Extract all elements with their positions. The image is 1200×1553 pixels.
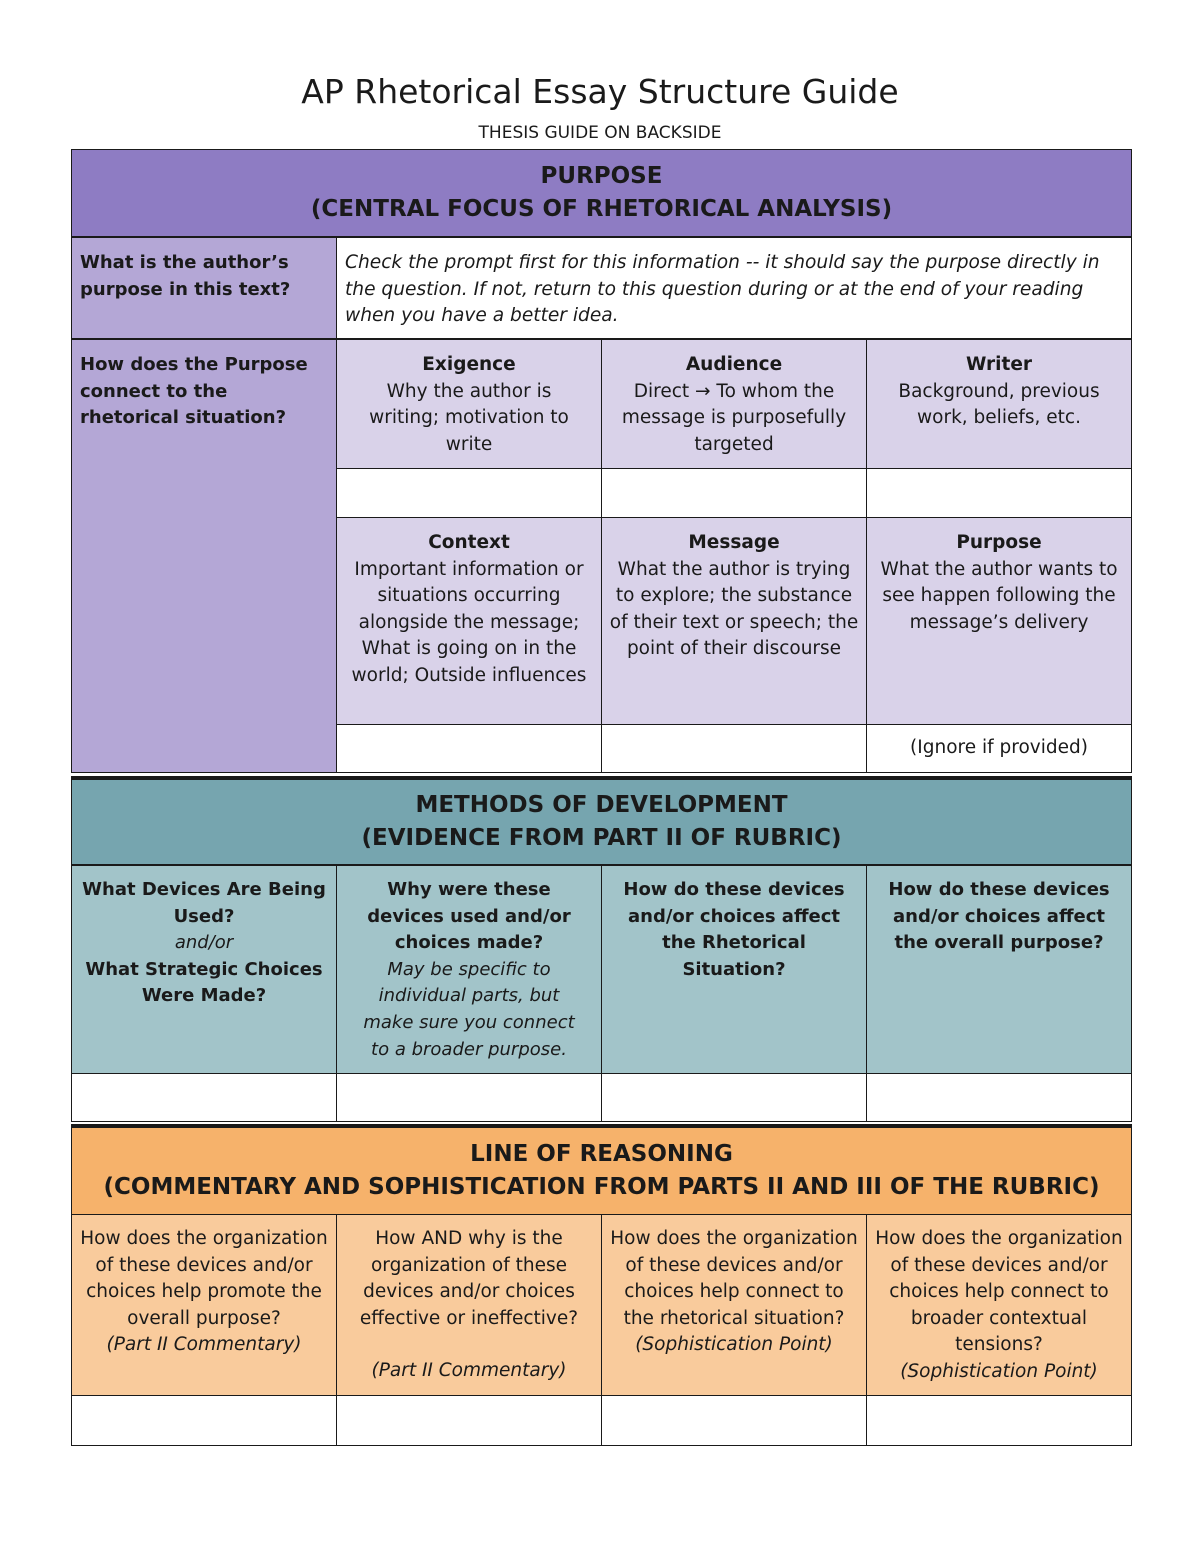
- devices-affect-purpose-cell: [866, 865, 1132, 1074]
- devices-and-or: and/or: [174, 932, 234, 954]
- context-desc: Important information or situations occurring alongside the message; What is going on in the world; Outside influences: [351, 558, 587, 686]
- devices-used-answer-field[interactable]: [71, 1073, 337, 1122]
- author-purpose-answer: [336, 237, 1132, 339]
- methods-header: [71, 776, 1132, 865]
- purpose-title: Purpose: [956, 532, 1042, 553]
- why-devices-note: May be specific to individual parts, but make sure you connect to a broader purpose.: [363, 958, 575, 1060]
- context-cell: [336, 517, 602, 725]
- message-cell: [601, 517, 867, 725]
- organization-promote-note: (Part II Commentary): [106, 1334, 302, 1356]
- audience-desc: Direct → To whom the message is purposefully targeted: [621, 380, 847, 455]
- exigence-answer-field[interactable]: [336, 468, 602, 518]
- purpose-header: [71, 149, 1132, 237]
- organization-promote-question: How does the organization of these devices and/or choices help promote the overall purpose?: [80, 1228, 328, 1329]
- context-answer-field[interactable]: [336, 724, 602, 773]
- devices-used-cell: [71, 865, 337, 1074]
- organization-tensions-question: How does the organization of these devices and/or choices help connect to broader contextual tensions?: [875, 1228, 1123, 1356]
- organization-effective-cell: [336, 1214, 602, 1396]
- rhetorical-situation-question-text: How does the Purpose connect to the rhetorical situation?: [80, 354, 308, 429]
- why-devices-answer-field[interactable]: [336, 1073, 602, 1122]
- strategic-choices-question: What Strategic Choices Were Made?: [85, 958, 323, 1007]
- organization-tensions-answer-field[interactable]: [866, 1395, 1132, 1446]
- devices-affect-situation-question: How do these devices and/or choices affect the Rhetorical Situation?: [623, 879, 845, 980]
- purpose-desc: What the author wants to see happen following the message’s delivery: [880, 558, 1118, 633]
- writer-cell: [866, 339, 1132, 469]
- audience-title: Audience: [685, 354, 783, 375]
- organization-effective-answer-field[interactable]: [336, 1395, 602, 1446]
- message-answer-field[interactable]: [601, 724, 867, 773]
- exigence-desc: Why the author is writing; motivation to write: [369, 380, 569, 455]
- reasoning-header: [71, 1124, 1132, 1215]
- rhetorical-situation-question: [71, 339, 337, 773]
- organization-situation-question: How does the organization of these devices and/or choices help connect to the rhetorical situation?: [610, 1228, 858, 1329]
- ignore-note: (Ignore if provided): [910, 737, 1088, 758]
- organization-situation-cell: [601, 1214, 867, 1396]
- page-title: AP Rhetorical Essay Structure Guide: [301, 72, 899, 111]
- author-purpose-answer-text: Check the prompt first for this information -- it should say the purpose directly in the question. If not, return to this question during or at the end of your reading when you have a better idea.: [345, 252, 1100, 326]
- page-subtitle: THESIS GUIDE ON BACKSIDE: [478, 123, 722, 143]
- why-devices-question: Why were these devices used and/or choices made?: [367, 879, 571, 954]
- methods-header-subtitle: (EVIDENCE FROM PART II OF RUBRIC): [361, 825, 842, 851]
- devices-affect-situation-cell: [601, 865, 867, 1074]
- exigence-title: Exigence: [422, 354, 516, 375]
- organization-tensions-note: (Sophistication Point): [900, 1360, 1098, 1382]
- purpose-header-subtitle: (CENTRAL FOCUS OF RHETORICAL ANALYSIS): [310, 196, 893, 222]
- author-purpose-question-text: What is the author’s purpose in this text?: [80, 252, 291, 300]
- organization-promote-cell: [71, 1214, 337, 1396]
- reasoning-header-title: LINE OF REASONING: [470, 1141, 733, 1167]
- writer-desc: Background, previous work, beliefs, etc.: [898, 380, 1100, 429]
- devices-affect-purpose-answer-field[interactable]: [866, 1073, 1132, 1122]
- organization-tensions-cell: [866, 1214, 1132, 1396]
- organization-situation-answer-field[interactable]: [601, 1395, 867, 1446]
- reasoning-header-subtitle: (COMMENTARY AND SOPHISTICATION FROM PARTS II AND III OF THE RUBRIC): [103, 1174, 1100, 1200]
- devices-used-question: What Devices Are Being Used?: [82, 879, 326, 927]
- writer-title: Writer: [965, 354, 1033, 375]
- methods-header-title: METHODS OF DEVELOPMENT: [415, 792, 788, 818]
- audience-cell: [601, 339, 867, 469]
- context-title: Context: [428, 532, 510, 553]
- purpose-header-title: PURPOSE: [540, 163, 663, 189]
- purpose-answer-field[interactable]: [866, 724, 1132, 773]
- purpose-cell: [866, 517, 1132, 725]
- why-devices-cell: [336, 865, 602, 1074]
- audience-answer-field[interactable]: [601, 468, 867, 518]
- organization-effective-question: How AND why is the organization of these devices and/or choices effective or ineffective?: [359, 1228, 579, 1329]
- organization-effective-note: (Part II Commentary): [371, 1360, 567, 1382]
- devices-affect-situation-answer-field[interactable]: [601, 1073, 867, 1122]
- devices-affect-purpose-question: How do these devices and/or choices affect the overall purpose?: [888, 879, 1110, 954]
- organization-promote-answer-field[interactable]: [71, 1395, 337, 1446]
- message-desc: What the author is trying to explore; the substance of their text or speech; the point of their discourse: [609, 558, 859, 660]
- writer-answer-field[interactable]: [866, 468, 1132, 518]
- organization-situation-note: (Sophistication Point): [635, 1334, 833, 1356]
- author-purpose-question: [71, 237, 337, 339]
- exigence-cell: [336, 339, 602, 469]
- message-title: Message: [688, 532, 780, 553]
